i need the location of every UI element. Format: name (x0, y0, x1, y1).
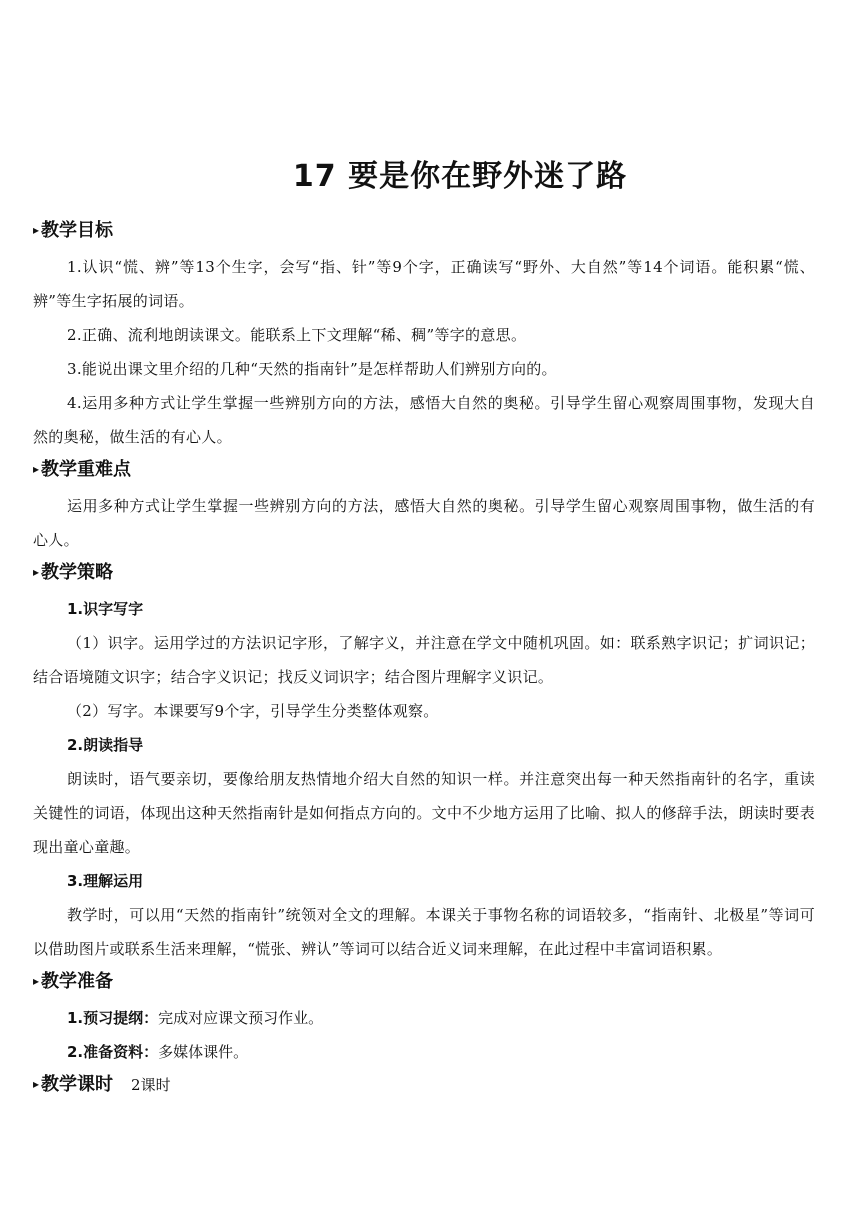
keypoints-text: 运用多种方式让学生掌握一些辨别方向的方法，感悟大自然的奥秘。引导学生留心观察周围事物，做生活的有心人。 (33, 497, 815, 549)
strategy-paragraph: 教学时，可以用“天然的指南针”统领对全文的理解。本课关于事物名称的词语较多，“指南针、北极星”等词可以借助图片或联系生活来理解，“慌张、辨认”等词可以结合近义词来理解，在此过程中丰富词语积累。 (33, 906, 815, 958)
preparation-item (33, 1035, 815, 1069)
triangle-marker-icon: ▸ (33, 462, 40, 476)
section-heading-keypoints (33, 458, 815, 483)
strategy-paragraph: （2）写字。本课要写9个字，引导学生分类整体观察。 (67, 702, 439, 720)
section-heading-periods (33, 1073, 815, 1098)
triangle-marker-icon: ▸ (33, 974, 40, 988)
preparation-label: 1.预习提纲： (67, 1009, 159, 1027)
section-heading-preparation (33, 970, 815, 995)
periods-value: 2课时 (131, 1076, 171, 1094)
document-body (33, 215, 815, 1104)
preparation-text: 完成对应课文预习作业。 (158, 1009, 324, 1027)
strategy-paragraph: 朗读时，语气要亲切，要像给朋友热情地介绍大自然的知识一样。并注意突出每一种天然指南针的名字，重读关键性的词语，体现出这种天然指南针是如何指点方向的。文中不少地方运用了比喻、拟人的修辞手法，朗读时要表现出童心童趣。 (33, 770, 815, 856)
goal-item: 2.正确、流利地朗读课文。能联系上下文理解“稀、稠”等字的意思。 (67, 326, 527, 344)
triangle-marker-icon: ▸ (33, 223, 40, 237)
section-heading-label: 教学准备 (41, 971, 114, 992)
goal-item: 1.认识“慌、辨”等13个生字，会写“指、针”等9个字，正确读写“野外、大自然”等14个词语。能积累“慌、辨”等生字拓展的词语。 (33, 258, 815, 310)
triangle-marker-icon: ▸ (33, 565, 40, 579)
section-heading-label: 教学目标 (41, 220, 114, 241)
section-heading-goals (33, 219, 815, 244)
triangle-marker-icon: ▸ (33, 1077, 40, 1091)
goal-item: 4.运用多种方式让学生掌握一些辨别方向的方法，感悟大自然的奥秘。引导学生留心观察周围事物，发现大自然的奥秘，做生活的有心人。 (33, 394, 815, 446)
section-heading-strategy (33, 561, 815, 586)
strategy-subheading: 3.理解运用 (67, 872, 144, 890)
section-heading-label: 教学策略 (41, 562, 114, 583)
strategy-paragraph: （1）识字。运用学过的方法识记字形，了解字义，并注意在学文中随机巩固。如：联系熟字识记；扩词识记；结合语境随文识字；结合字义识记；找反义词识字；结合图片理解字义识记。 (33, 634, 815, 686)
section-heading-label: 教学重难点 (41, 459, 132, 480)
preparation-label: 2.准备资料： (67, 1043, 159, 1061)
preparation-item (33, 1001, 815, 1035)
strategy-subheading: 1.识字写字 (67, 600, 144, 618)
page-title: 17 要是你在野外迷了路 (292, 159, 628, 194)
strategy-subheading: 2.朗读指导 (67, 736, 144, 754)
section-heading-label: 教学课时 (41, 1074, 114, 1095)
preparation-text: 多媒体课件。 (158, 1043, 249, 1061)
goal-item: 3.能说出课文里介绍的几种“天然的指南针”是怎样帮助人们辨别方向的。 (67, 360, 557, 378)
